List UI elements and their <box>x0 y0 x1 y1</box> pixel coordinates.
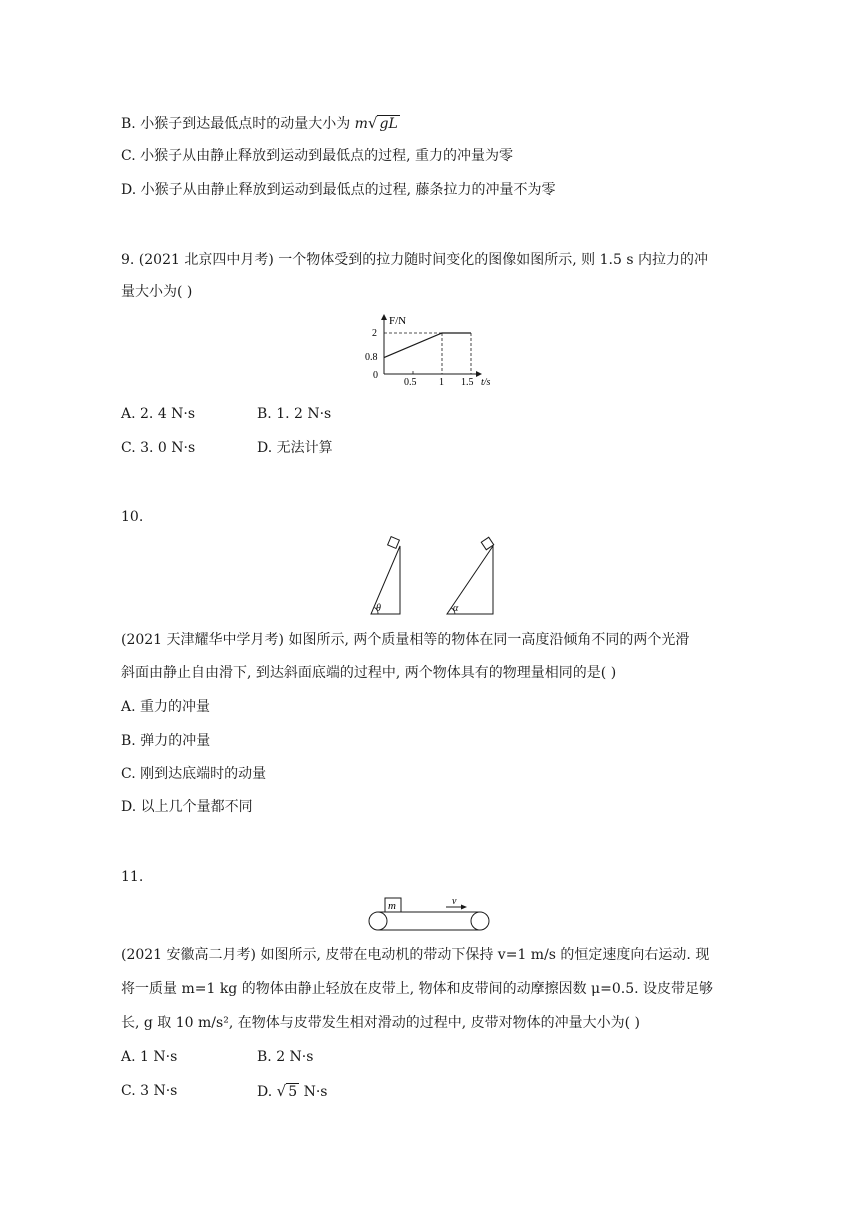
x-axis-label: t/s <box>481 377 491 388</box>
q11-number: 11. <box>121 869 144 885</box>
q10-number: 10. <box>121 509 144 525</box>
x-tick-0-5: 0.5 <box>404 377 417 388</box>
q8-option-b-m: m <box>354 116 368 132</box>
q11-stem-line2: 将一质量 m=1 kg 的物体由静止轻放在皮带上, 物体和皮带间的动摩擦因数 μ=0.5. 设皮带足够 <box>121 981 714 997</box>
angle-label-theta: θ <box>376 603 381 614</box>
q11-option-d-radicand: 5 <box>288 1084 298 1100</box>
q11-stem-line1: (2021 安徽高二月考) 如图所示, 皮带在电动机的带动下保持 v=1 m/s 的恒定速度向右运动. 现 <box>121 947 710 963</box>
x-tick-1-5: 1.5 <box>461 377 474 388</box>
y-axis-arrow-icon <box>381 314 387 320</box>
q11-conveyor-figure <box>366 894 492 936</box>
q9-stem-line1: 9. (2021 北京四中月考) 一个物体受到的拉力随时间变化的图像如图所示, 则 1.5 s 内拉力的冲 <box>121 252 708 268</box>
q9-stem-line2: 量大小为( ) <box>121 284 193 300</box>
right-roller <box>471 912 489 930</box>
q11-option-d <box>257 1081 327 1102</box>
q11-option-c: C. 3 N·s <box>121 1083 178 1099</box>
q11-option-b: B. 2 N·s <box>257 1049 314 1065</box>
q10-option-b: B. 弹力的冲量 <box>121 733 211 749</box>
q8-option-d: D. 小猴子从由静止释放到运动到最低点的过程, 藤条拉力的冲量不为零 <box>121 182 556 198</box>
velocity-arrow-head-icon <box>461 905 467 910</box>
angle-label-alpha: α <box>453 603 459 614</box>
q8-option-b <box>121 113 400 134</box>
sqrt-sign-icon: √ <box>276 1082 287 1100</box>
q10-stem-line2: 斜面由静止自由滑下, 到达斜面底端的过程中, 两个物体具有的物理量相同的是( ) <box>121 665 617 681</box>
q9-option-a: A. 2. 4 N·s <box>121 406 196 422</box>
q10-inclines-figure <box>365 536 505 616</box>
q8-option-c: C. 小猴子从由静止释放到运动到最低点的过程, 重力的冲量为零 <box>121 148 514 164</box>
block-on-incline-theta <box>388 537 400 549</box>
sqrt-sign-icon: √ <box>367 114 378 132</box>
y-axis-label: F/N <box>389 315 407 327</box>
q9-option-b: B. 1. 2 N·s <box>257 406 332 422</box>
q10-option-d: D. 以上几个量都不同 <box>121 799 253 815</box>
q10-option-a: A. 重力的冲量 <box>121 699 211 715</box>
q11-option-a: A. 1 N·s <box>121 1049 178 1065</box>
left-roller <box>369 912 387 930</box>
q9-option-c: C. 3. 0 N·s <box>121 440 196 456</box>
q9-plot-series <box>384 333 471 374</box>
velocity-label: v <box>452 896 457 907</box>
q11-option-d-suffix: N·s <box>299 1084 328 1100</box>
y-tick-2: 2 <box>372 328 377 339</box>
x-tick-1: 1 <box>439 377 444 388</box>
block-m-label: m <box>388 900 396 912</box>
q8-option-b-radicand: gL <box>379 116 398 132</box>
origin-label: 0 <box>373 370 378 381</box>
force-series-line <box>384 333 471 358</box>
q10-stem-line1: (2021 天津耀华中学月考) 如图所示, 两个质量相等的物体在同一高度沿倾角不同的两个光滑 <box>121 632 690 648</box>
q9-option-d: D. 无法计算 <box>257 440 333 456</box>
q11-option-d-prefix: D. <box>257 1084 277 1100</box>
q10-option-c: C. 刚到达底端时的动量 <box>121 766 267 782</box>
q9-force-time-graph <box>360 312 510 388</box>
q8-option-b-text: B. 小猴子到达最低点时的动量大小为 <box>121 116 355 132</box>
q11-stem-line3: 长, g 取 10 m/s², 在物体与皮带发生相对滑动的过程中, 皮带对物体的冲量大小为( ) <box>121 1015 640 1031</box>
y-tick-0-8: 0.8 <box>365 352 378 363</box>
